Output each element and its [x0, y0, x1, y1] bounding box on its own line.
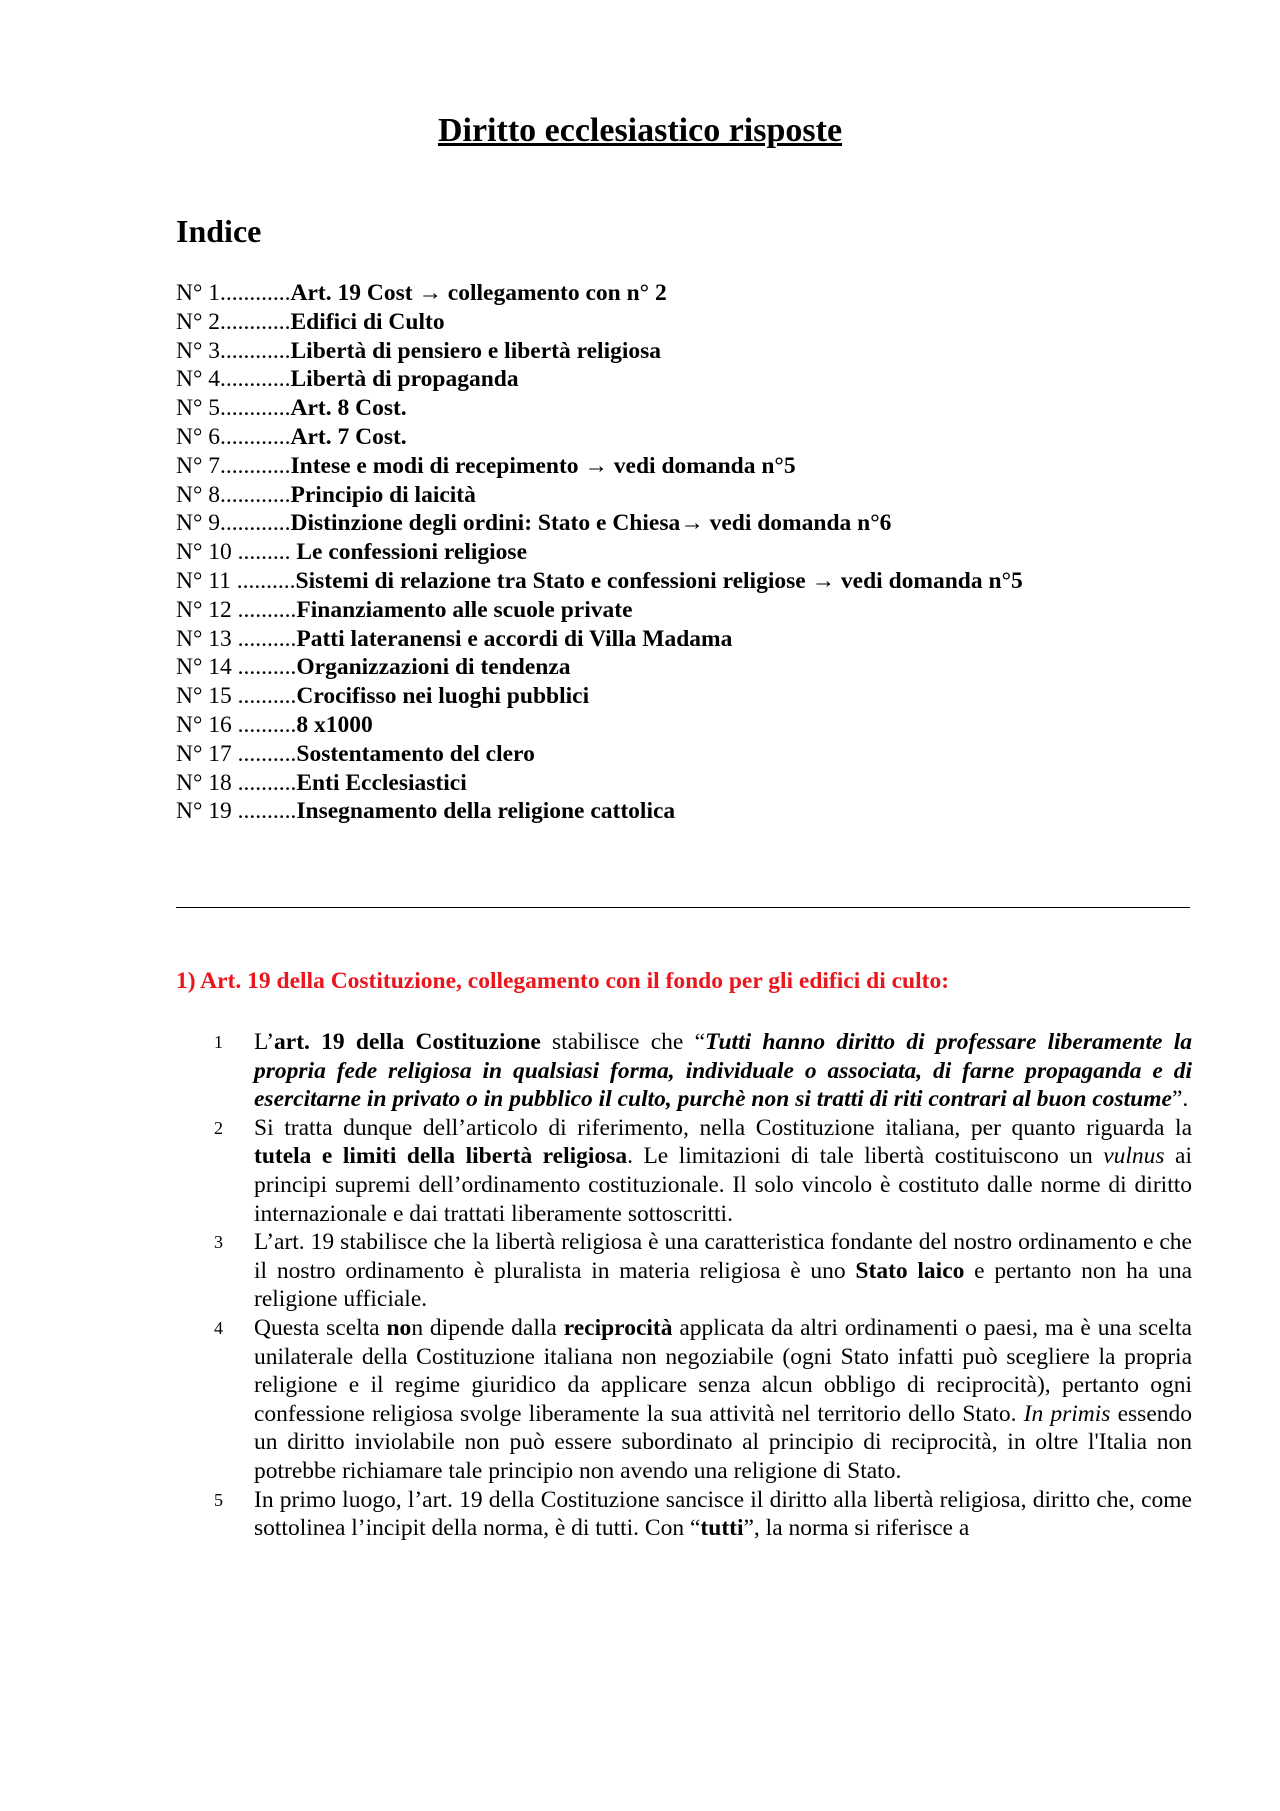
toc-entry: [176, 279, 1156, 308]
toc-entry-title: Enti Ecclesiastici: [296, 769, 467, 796]
toc-entry: [176, 423, 1156, 452]
text-run: In primis: [1023, 1400, 1111, 1427]
toc-entry-number: N° 15 ..........: [176, 683, 297, 710]
toc-entry-number: N° 16 ..........: [176, 711, 297, 738]
list-item-number: 4: [214, 1317, 223, 1338]
toc-entry-number: N° 11 ..........: [176, 567, 296, 594]
list-item-number: 2: [214, 1117, 223, 1138]
toc-entry-number: N° 4............: [176, 366, 291, 393]
toc-entry-title: Le confessioni religiose: [296, 539, 528, 566]
text-run: L’art. 19 stabilisce che la libertà religiosa è una caratteristica fondante del nostro ordinamento e che il nostro ordinamento è pluralista in materia religiosa è uno: [254, 1229, 1192, 1284]
toc-entry-number: N° 5............: [176, 395, 291, 422]
toc-entry-title: Distinzione degli ordini: Stato e Chiesa→ vedi domanda n°6: [290, 510, 892, 537]
toc-entry-number: N° 13 ..........: [176, 625, 297, 652]
text-run: Si tratta dunque dell’articolo di riferimento, nella Costituzione italiana, per quanto riguarda la: [254, 1114, 1192, 1141]
text-run: Tutti hanno diritto di professare liberamente la propria fede religiosa in qualsiasi forma, individuale o associata, di farne propaganda e di esercitarne in privato o in pubblico il culto, purchè non si tratti di riti contrari al buon costume: [254, 1029, 1193, 1113]
list-item-number: 1: [214, 1032, 223, 1052]
text-run: essendo un diritto inviolabile non può essere subordinato al principio di reciprocità, in oltre l'Italia non potrebbe richiamare tale principio non avendo una religione di Stato.: [254, 1400, 1192, 1484]
toc-entry-number: N° 6............: [176, 423, 291, 450]
toc-entry-number: N° 3............: [176, 337, 291, 364]
toc-entry: [176, 308, 1156, 337]
text-run: . Le limitazioni di tale libertà costituiscono un: [627, 1143, 1104, 1170]
toc-entry-number: N° 14 ..........: [176, 654, 297, 681]
toc-entry-number: N° 18 ..........: [176, 769, 297, 796]
toc-entry-title: Libertà di pensiero e libertà religiosa: [290, 337, 662, 364]
toc-entry: [176, 740, 1156, 769]
toc-entry: [176, 653, 1156, 682]
horizontal-divider: [176, 907, 1190, 908]
list-item-text: [254, 1114, 1192, 1228]
text-run: In primo luogo, l’art. 19 della Costituzione sancisce il diritto alla libertà religiosa, diritto che, come sottolinea l’incipit della norma, è di tutti. Con “: [254, 1486, 1192, 1542]
toc-entry: [176, 394, 1156, 423]
text-run: ”, la norma si riferisce a: [743, 1515, 970, 1542]
text-run: L’: [254, 1029, 275, 1055]
toc-entry-title: Libertà di propaganda: [290, 366, 519, 393]
toc-entry-title: Edifici di Culto: [290, 308, 445, 335]
list-item: [176, 1486, 1192, 1543]
toc-entry-number: N° 17 ..........: [176, 740, 297, 767]
list-item: [176, 1114, 1192, 1228]
list-item-text: [254, 1486, 1192, 1543]
toc-entry-title: Intese e modi di recepimento → vedi domanda n°5: [290, 452, 796, 479]
toc-entry-number: N° 9............: [176, 510, 291, 537]
toc-entry-title: Sostentamento del clero: [296, 740, 535, 767]
text-run: reciprocità: [563, 1314, 673, 1341]
toc-entry-number: N° 1............: [176, 280, 291, 306]
toc-entry-title: Sistemi di relazione tra Stato e confessioni religiose → vedi domanda n°5: [295, 567, 1023, 594]
toc-entry: [176, 797, 1156, 826]
toc-entry: [176, 452, 1156, 481]
list-item-text: [254, 1028, 1192, 1114]
toc-entry: [176, 596, 1156, 625]
text-run: vulnus: [1103, 1143, 1165, 1170]
text-run: stabilisce che “: [540, 1029, 705, 1055]
section-heading: 1) Art. 19 della Costituzione, collegamento con il fondo per gli edifici di culto:: [176, 968, 950, 994]
toc-entry-title: Insegnamento della religione cattolica: [296, 798, 676, 825]
text-run: applicata da altri ordinamenti o paesi, ma è una scelta unilaterale della Costituzione italiana non negoziabile (ogni Stato infatti può scegliere la propria religione e il regime giuridico da applicare senza alcun obbligo di reciprocità), pertanto ogni confessione religiosa svolge liberamente la sua attività nel territorio dello Stato.: [254, 1314, 1192, 1427]
text-run: e pertanto non ha una religione ufficiale.: [254, 1257, 1193, 1313]
toc-entry: [176, 625, 1156, 654]
text-run: Stato laico: [855, 1257, 965, 1284]
document-title: Diritto ecclesiastico risposte: [437, 112, 843, 149]
list-item: [176, 1028, 1192, 1114]
toc-entry: [176, 365, 1156, 394]
text-run: ”.: [1171, 1086, 1189, 1113]
list-item-number: 3: [214, 1232, 223, 1253]
index-heading: Indice: [176, 213, 262, 249]
list-item-number: 5: [214, 1489, 223, 1510]
table-of-contents: [176, 279, 1156, 826]
toc-entry-title: Patti lateranensi e accordi di Villa Madama: [296, 625, 733, 652]
list-item-text: [254, 1314, 1192, 1486]
text-run: tutti: [700, 1515, 744, 1542]
toc-entry-number: N° 2............: [176, 308, 291, 335]
toc-entry-title: Art. 19 Cost → collegamento con n° 2: [290, 280, 667, 306]
list-item: [176, 1228, 1192, 1314]
toc-entry: [176, 337, 1156, 366]
list-item: [176, 1314, 1192, 1486]
text-run: tutela e limiti della libertà religiosa: [254, 1143, 628, 1170]
text-run: n dipende dalla: [411, 1314, 564, 1341]
toc-entry: [176, 481, 1156, 510]
toc-entry-title: Art. 8 Cost.: [290, 395, 407, 422]
toc-entry: [176, 682, 1156, 711]
toc-entry-number: N° 8............: [176, 481, 291, 508]
toc-entry-number: N° 12 ..........: [176, 596, 297, 623]
toc-entry: [176, 711, 1156, 740]
text-run: art. 19 della Costituzione: [274, 1029, 541, 1055]
toc-entry: [176, 769, 1156, 798]
text-run: no: [386, 1314, 412, 1341]
toc-entry: [176, 538, 1156, 567]
toc-entry-title: 8 x1000: [296, 711, 373, 738]
toc-entry-title: Principio di laicità: [290, 481, 476, 508]
toc-entry-number: N° 10 .........: [176, 539, 297, 566]
toc-entry-number: N° 19 ..........: [176, 798, 297, 825]
toc-entry-title: Art. 7 Cost.: [290, 423, 407, 450]
toc-entry: [176, 567, 1156, 596]
text-run: ai principi supremi dell’ordinamento costituzionale. Il solo vincolo è costituto dalle norme di diritto internazionale e dai trattati liberamente sottoscritti.: [254, 1143, 1192, 1227]
toc-entry-title: Organizzazioni di tendenza: [296, 654, 571, 681]
toc-entry: [176, 509, 1156, 538]
text-run: Questa scelta: [254, 1314, 387, 1341]
numbered-paragraphs: [176, 1028, 1192, 1543]
toc-entry-title: Finanziamento alle scuole private: [296, 596, 633, 623]
list-item-text: [254, 1228, 1192, 1314]
toc-entry-number: N° 7............: [176, 452, 291, 479]
toc-entry-title: Crocifisso nei luoghi pubblici: [296, 683, 590, 710]
